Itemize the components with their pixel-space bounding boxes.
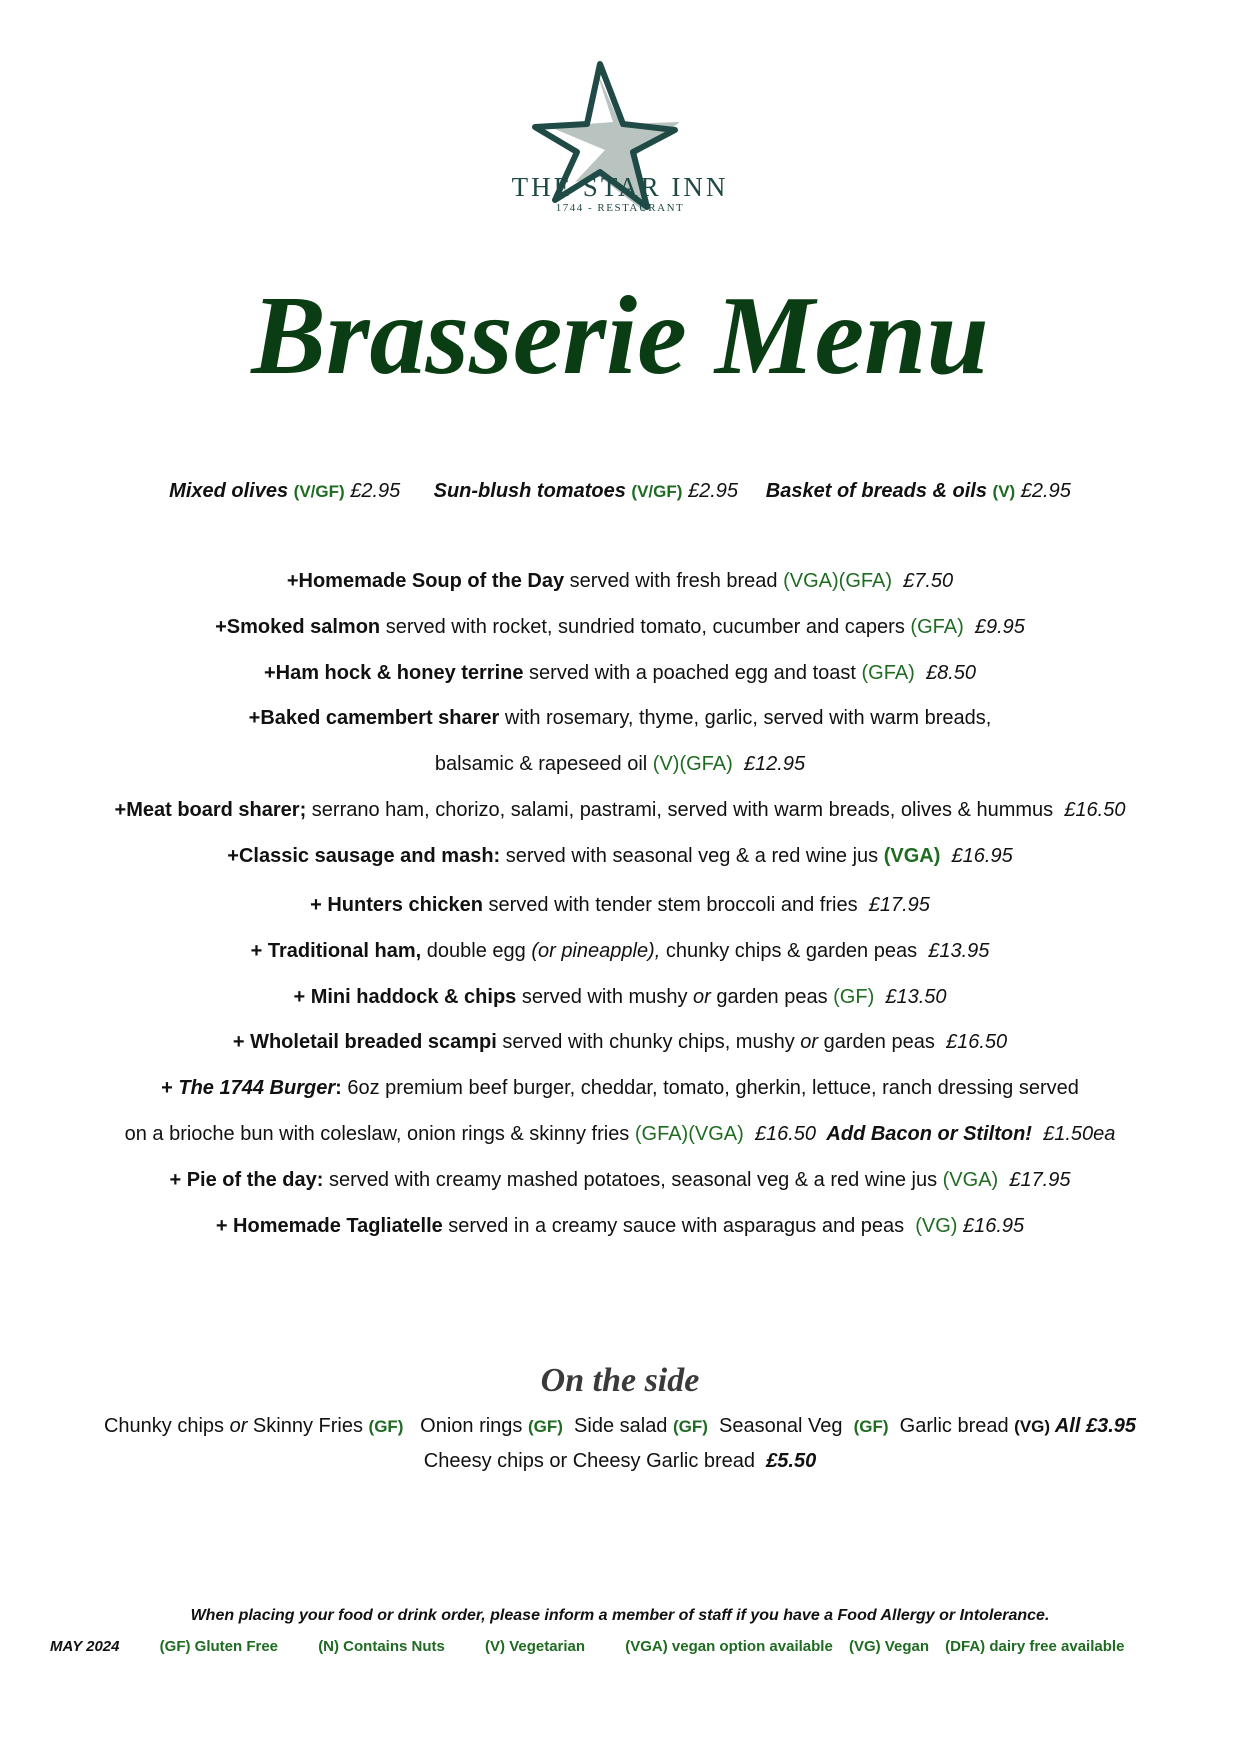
text-segment: (VGA): [942, 1169, 999, 1191]
text-segment: 6oz premium beef burger, cheddar, tomato, gherkin, lettuce, ranch dressing served: [341, 1077, 1079, 1099]
menu-item: [0, 940, 1240, 963]
text-segment: The 1744 Burger: [178, 1077, 336, 1099]
text-segment: :: [335, 1077, 342, 1099]
sides-heading: On the side: [540, 1362, 700, 1399]
text-segment: Mixed olives: [169, 480, 294, 502]
text-segment: +Baked camembert sharer: [248, 707, 500, 729]
menu-item: [0, 753, 1240, 776]
text-segment: + Hunters chicken: [310, 894, 483, 916]
text-segment: £16.50: [743, 1123, 822, 1145]
text-segment: +: [161, 1077, 179, 1099]
text-segment: £7.50: [892, 570, 954, 592]
text-segment: +Ham hock & honey terrine: [263, 662, 524, 684]
text-segment: +Homemade Soup of the Day: [286, 570, 565, 592]
logo-name: THE STAR INN: [511, 172, 729, 202]
text-segment: (V/GF): [293, 482, 345, 501]
text-segment: Seasonal Veg: [707, 1415, 854, 1437]
text-segment: with rosemary, thyme, garlic, served with warm breads,: [499, 707, 992, 729]
text-segment: (V): [992, 482, 1016, 501]
menu-item: [0, 662, 1240, 685]
text-segment: £13.95: [922, 940, 990, 962]
text-segment: £8.50: [914, 662, 977, 684]
text-segment: served with fresh bread: [564, 570, 784, 592]
legend-item: (GF) Gluten Free: [159, 1638, 279, 1655]
text-segment: £17.95: [998, 1169, 1071, 1191]
text-segment: garden peas: [818, 1031, 941, 1053]
menu-item: [0, 1031, 1240, 1054]
text-segment: (GF): [853, 1417, 889, 1436]
text-segment: +Meat board sharer;: [114, 799, 307, 821]
menu-item: [0, 1077, 1240, 1100]
menu-date: MAY 2024: [50, 1638, 120, 1655]
legend-item: (VG) Vegan: [848, 1638, 929, 1655]
text-segment: Onion rings: [403, 1415, 528, 1437]
text-segment: Skinny Fries: [247, 1415, 369, 1437]
text-segment: +Classic sausage and mash:: [227, 845, 501, 867]
page-title: Brasserie Menu: [251, 274, 989, 398]
snack-line: [0, 480, 1240, 503]
text-segment: (GF): [833, 986, 875, 1008]
text-segment: £2.95: [682, 480, 766, 502]
text-segment: chunky chips & garden peas: [660, 940, 923, 962]
text-segment: serrano ham, chorizo, salami, pastrami, served with warm breads, olives & hummus: [306, 799, 1059, 821]
legend-item: (VGA) vegan option available: [625, 1638, 833, 1655]
text-segment: served with rocket, sundried tomato, cucumber and capers: [380, 616, 911, 638]
side-line: [0, 1450, 1240, 1473]
text-segment: (VG): [1014, 1417, 1051, 1436]
text-segment: served with seasonal veg & a red wine jus: [500, 845, 884, 867]
text-segment: + Homemade Tagliatelle: [215, 1215, 443, 1237]
menu-item: [0, 799, 1240, 822]
text-segment: £1.50ea: [1031, 1123, 1116, 1145]
menu-item: [0, 616, 1240, 639]
text-segment: Basket of breads & oils: [765, 480, 993, 502]
side-line: [0, 1415, 1240, 1438]
legend-item: (N) Contains Nuts: [318, 1638, 445, 1655]
text-segment: + Traditional ham,: [250, 940, 422, 962]
text-segment: garden peas: [710, 986, 834, 1008]
text-segment: served with mushy: [516, 986, 694, 1008]
text-segment: (V/GF): [631, 482, 683, 501]
text-segment: Cheesy chips or Cheesy Garlic bread: [423, 1450, 767, 1472]
menu-item: [0, 845, 1240, 868]
text-segment: (GFA)(VGA): [634, 1123, 744, 1145]
text-segment: or: [693, 986, 711, 1008]
text-segment: balsamic & rapeseed oil: [434, 753, 653, 775]
text-segment: (or pineapple),: [531, 940, 661, 962]
text-segment: Garlic bread: [888, 1415, 1015, 1437]
text-segment: or: [800, 1031, 819, 1053]
text-segment: £16.95: [957, 1215, 1025, 1237]
menu-item: [0, 707, 1240, 730]
menu-item: [0, 1215, 1240, 1238]
text-segment: + Pie of the day:: [169, 1169, 324, 1191]
text-segment: £17.95: [863, 894, 930, 916]
allergen-legend: [50, 1638, 1160, 1655]
text-segment: Side salad: [562, 1415, 673, 1437]
text-segment: on a brioche bun with coleslaw, onion rings & skinny fries: [124, 1123, 635, 1145]
text-segment: + Mini haddock & chips: [293, 986, 517, 1008]
text-segment: (GF): [673, 1417, 708, 1436]
legend-item: (V) Vegetarian: [485, 1638, 586, 1655]
text-segment: Chunky chips: [103, 1415, 230, 1437]
text-segment: double egg: [421, 940, 532, 962]
text-segment: £5.50: [766, 1450, 817, 1472]
text-segment: (GF): [527, 1417, 563, 1436]
menu-item: [0, 894, 1240, 917]
text-segment: served with chunky chips, mushy: [496, 1031, 801, 1053]
text-segment: (VG): [915, 1215, 958, 1237]
text-segment: (GF): [368, 1417, 404, 1436]
text-segment: (VGA): [883, 845, 941, 867]
text-segment: served with tender stem broccoli and fries: [482, 894, 864, 916]
text-segment: Sun-blush tomatoes: [433, 480, 632, 502]
text-segment: + Wholetail breaded scampi: [232, 1031, 497, 1053]
text-segment: served in a creamy sauce with asparagus and peas: [442, 1215, 916, 1237]
text-segment: (GFA): [861, 662, 915, 684]
text-segment: £16.50: [1058, 799, 1126, 821]
logo-subtitle: 1744 - RESTAURANT: [555, 202, 685, 214]
menu-item: [0, 986, 1240, 1009]
text-segment: (V)(GFA): [652, 753, 733, 775]
text-segment: £13.50: [874, 986, 947, 1008]
text-segment: £16.50: [940, 1031, 1008, 1053]
text-segment: Add Bacon or Stilton!: [821, 1123, 1032, 1145]
menu-item: [0, 1123, 1240, 1146]
menu-item: [0, 1169, 1240, 1192]
legend-item: (DFA) dairy free available: [945, 1638, 1125, 1655]
allergy-notice: When placing your food or drink order, please inform a member of staff if you have a Food Allergy or Intolerance.: [190, 1607, 1050, 1624]
text-segment: (VGA)(GFA): [783, 570, 892, 592]
text-segment: £16.95: [940, 845, 1013, 867]
text-segment: £9.95: [963, 616, 1025, 638]
text-segment: £2.95: [344, 480, 434, 502]
text-segment: served with a poached egg and toast: [523, 662, 862, 684]
menu-item: [0, 570, 1240, 593]
text-segment: £2.95: [1015, 480, 1071, 502]
text-segment: served with creamy mashed potatoes, seasonal veg & a red wine jus: [323, 1169, 943, 1191]
text-segment: £12.95: [732, 753, 806, 775]
text-segment: +Smoked salmon: [215, 616, 381, 638]
text-segment: (GFA): [910, 616, 964, 638]
text-segment: All £3.95: [1050, 1415, 1137, 1437]
text-segment: or: [229, 1415, 248, 1437]
